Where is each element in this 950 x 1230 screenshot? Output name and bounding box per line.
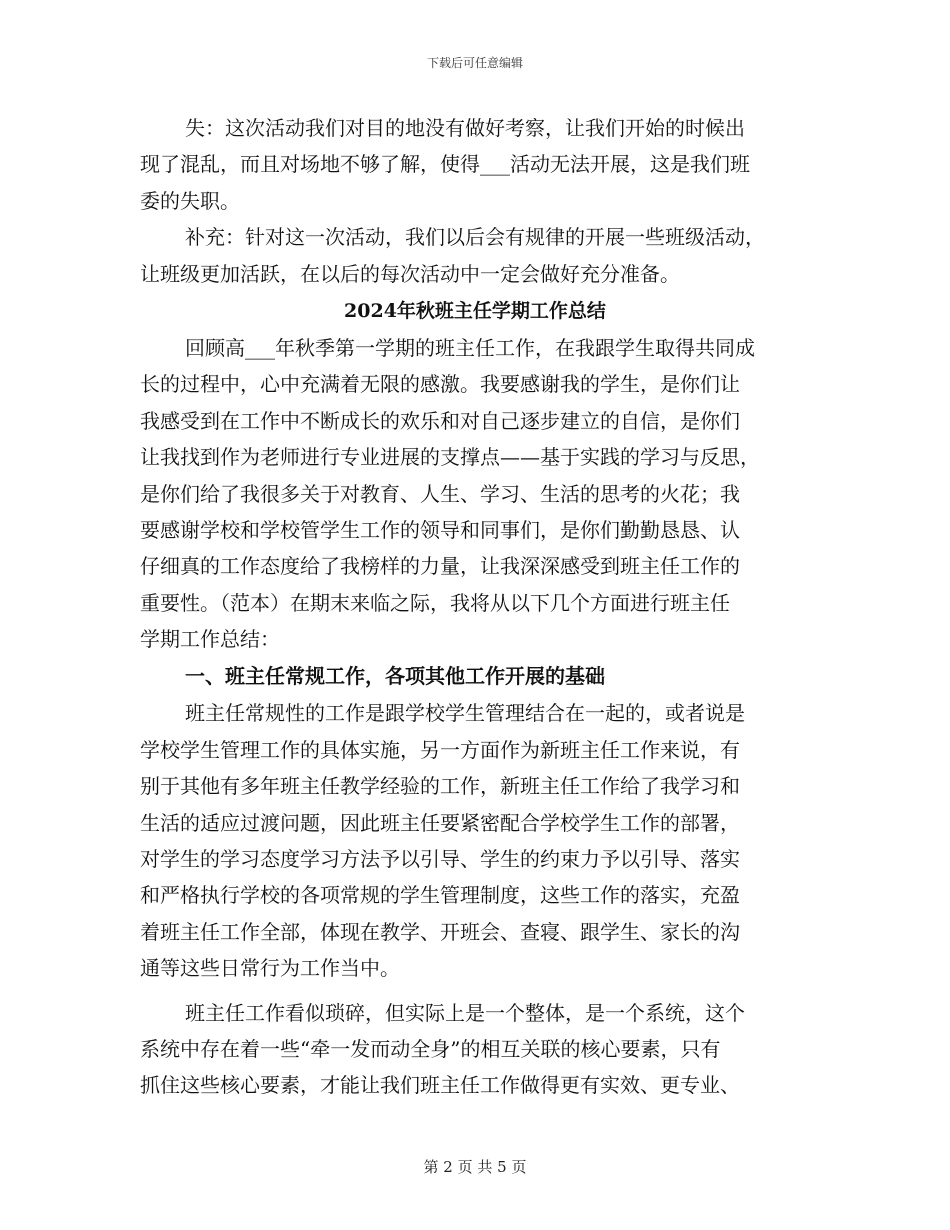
paragraph-line: 学校学生管理工作的具体实施，另一方面作为新班主任工作来说，有 (140, 737, 740, 762)
paragraph-first-line: 补充：针对这一次活动，我们以后会有规律的开展一些班级活动， (185, 225, 765, 250)
paragraph-line: 现了混乱，而且对场地不够了解，使得___活动无法开展，这是我们班 (140, 152, 750, 177)
paragraph-line: 是你们给了我很多关于对教育、人生、学习、生活的思考的火花；我 (140, 481, 740, 506)
paragraph-line: 重要性。（范本）在期末来临之际，我将从以下几个方面进行班主任 (140, 590, 730, 615)
paragraph-line: 要感谢学校和学校管学生工作的领导和同事们，是你们勤勤恳恳、认 (140, 517, 740, 542)
paragraph-gap (140, 987, 810, 995)
paragraph-line: 系统中存在着一些“牵一发而动全身”的相互关联的核心要素，只有 (140, 1036, 721, 1061)
paragraph-line: 和严格执行学校的各项常规的学生管理制度，这些工作的落实，充盈 (140, 883, 740, 908)
paragraph-line: 着班主任工作全部，体现在教学、开班会、查寝、跟学生、家长的沟 (140, 919, 740, 944)
paragraph-line: 学期工作总结： (140, 627, 280, 652)
document-body (140, 110, 810, 1104)
paragraph-first-line: 班主任常规性的工作是跟学校学生管理结合在一起的，或者说是 (185, 701, 745, 726)
paragraph-line: 让班级更加活跃，在以后的每次活动中一定会做好充分准备。 (140, 261, 680, 286)
paragraph-line: 别于其他有多年班主任教学经验的工作，新班主任工作给了我学习和 (140, 774, 740, 799)
paragraph-line: 长的过程中，心中充满着无限的感激。我要感谢我的学生，是你们让 (140, 372, 740, 397)
paragraph-first-line: 回顾高___年秋季第一学期的班主任工作，在我跟学生取得共同成 (185, 335, 755, 360)
page-number: 第 2 页 共 5 页 (423, 1158, 527, 1176)
paragraph-line: 通等这些日常行为工作当中。 (140, 956, 400, 981)
page-header-note: 下载后可任意编辑 (426, 56, 523, 70)
paragraph-line: 对学生的学习态度学习方法予以引导、学生的约束力予以引导、落实 (140, 847, 740, 872)
paragraph-line: 让我找到作为老师进行专业进展的支撑点——基于实践的学习与反思， (140, 445, 760, 470)
paragraph-first-line: 班主任工作看似琐碎，但实际上是一个整体，是一个系统，这个 (185, 1000, 745, 1025)
paragraph-first-line: 失：这次活动我们对目的地没有做好考察，让我们开始的时候出 (185, 116, 745, 140)
paragraph-line: 仔细真的工作态度给了我榜样的力量，让我深深感受到班主任工作的 (140, 554, 740, 579)
paragraph-line: 生活的适应过渡问题，因此班主任要紧密配合学校学生工作的部署， (140, 810, 740, 835)
paragraph-line: 委的失职。 (140, 188, 240, 213)
section-heading: 一、班主任常规工作，各项其他工作开展的基础 (185, 664, 605, 689)
paragraph-line: 我感受到在工作中不断成长的欢乐和对自己逐步建立的自信，是你们 (140, 408, 740, 433)
paragraph-line: 抓住这些核心要素，才能让我们班主任工作做得更有实效、更专业、 (140, 1073, 740, 1098)
document-title: 2024年秋班主任学期工作总结 (344, 299, 606, 322)
